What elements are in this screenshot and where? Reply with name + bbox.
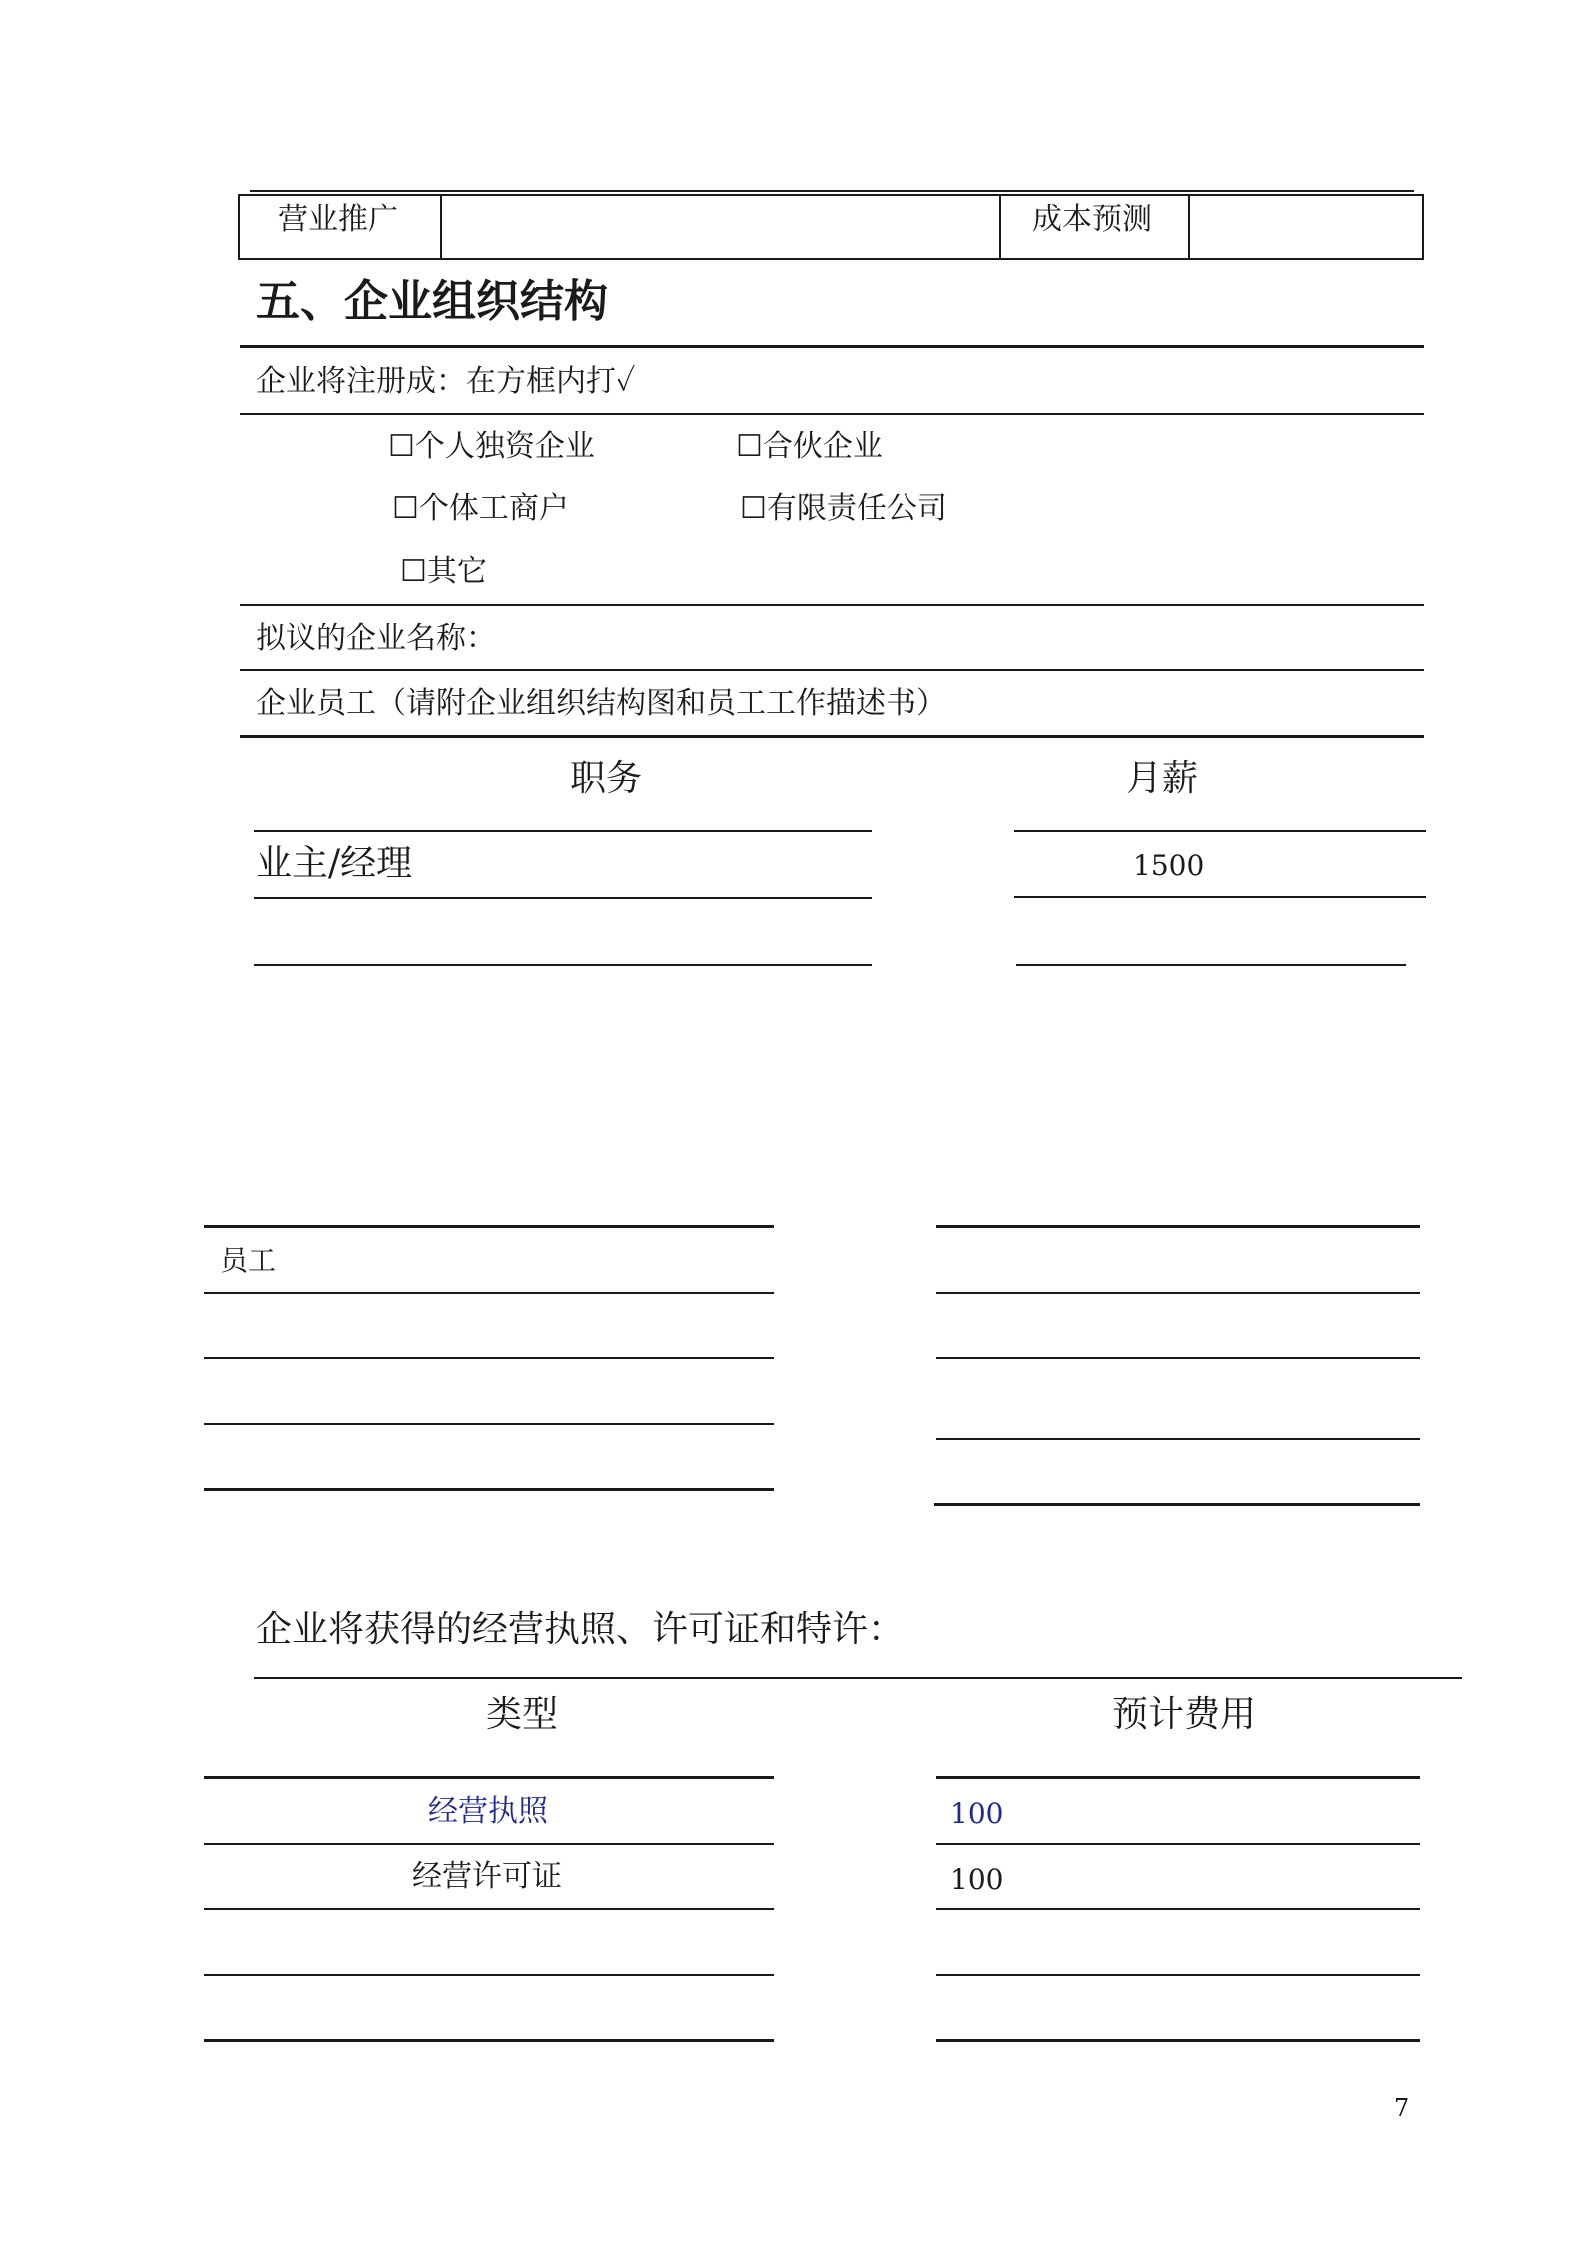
license-rule — [204, 1908, 774, 1910]
employee-label: 员工 — [220, 1244, 277, 1277]
license-rule — [936, 1776, 1420, 1779]
option-individual-business[interactable] — [392, 491, 569, 526]
employee-rule — [936, 1357, 1420, 1359]
option-label: 有限责任公司 — [766, 491, 947, 526]
top-table — [238, 194, 1424, 260]
checkbox-other[interactable]: ☐ — [400, 554, 427, 589]
license-rule — [936, 1908, 1420, 1910]
licenses-heading-rule — [254, 1677, 1462, 1679]
employee-rule — [204, 1357, 774, 1359]
col-cost-header: 预计费用 — [1112, 1694, 1257, 1735]
license-rule-bottom — [204, 2039, 774, 2042]
checkbox-partnership[interactable]: ☐ — [736, 429, 763, 464]
licenses-heading: 企业将获得的经营执照、许可证和特许： — [256, 1609, 905, 1650]
staff-label: 企业员工（请附企业组织结构图和员工工作描述书） — [256, 686, 946, 721]
staff-row-rule — [254, 897, 872, 899]
employee-rule-bottom — [934, 1503, 1420, 1506]
license-rule — [204, 1843, 774, 1845]
title-rule — [240, 345, 1424, 348]
top-table-divider-1 — [440, 194, 442, 260]
option-llc[interactable] — [740, 491, 947, 526]
license-rule — [936, 1974, 1420, 1976]
option-label: 个体工商户 — [418, 491, 569, 526]
options-rule — [240, 604, 1424, 606]
option-label: 个人独资企业 — [414, 429, 595, 464]
table-row-salary: 1500 — [1133, 849, 1205, 882]
license-rule-bottom — [936, 2039, 1420, 2042]
table-row-type: 经营许可证 — [412, 1859, 562, 1894]
employee-rule-bottom — [204, 1488, 774, 1491]
staff-row-rule — [254, 830, 872, 832]
table-row-type: 经营执照 — [428, 1794, 548, 1829]
license-rule — [204, 1974, 774, 1976]
employee-rule — [936, 1438, 1420, 1440]
register-rule — [240, 413, 1424, 415]
option-label: 合伙企业 — [762, 429, 883, 464]
proposed-name-rule — [240, 669, 1424, 671]
staff-row-rule — [1014, 830, 1426, 832]
promotion-label: 营业推广 — [278, 202, 398, 237]
section-title: 五、企业组织结构 — [256, 276, 608, 327]
checkbox-sole-proprietorship[interactable]: ☐ — [388, 429, 415, 464]
top-table-divider-2 — [999, 194, 1001, 260]
employee-rule-top — [204, 1225, 774, 1228]
table-row-cost: 100 — [950, 1863, 1004, 1896]
staff-row-rule — [1014, 896, 1426, 898]
staff-row-rule — [254, 964, 872, 966]
top-table-divider-3 — [1188, 194, 1190, 260]
col-type-header: 类型 — [486, 1694, 559, 1735]
top-rule — [250, 190, 1414, 192]
col-position-header: 职务 — [570, 758, 643, 799]
employee-rule — [204, 1423, 774, 1425]
option-partnership[interactable] — [736, 429, 883, 464]
cost-forecast-label: 成本预测 — [1032, 202, 1152, 237]
page-number: 7 — [1394, 2094, 1410, 2122]
option-sole-proprietorship[interactable] — [388, 429, 595, 464]
staff-rule — [240, 735, 1424, 738]
table-row-position: 业主/经理 — [256, 843, 413, 884]
staff-row-rule — [1016, 964, 1406, 966]
col-salary-header: 月薪 — [1126, 758, 1199, 799]
proposed-name-label: 拟议的企业名称： — [256, 621, 496, 656]
checkbox-llc[interactable]: ☐ — [740, 491, 767, 526]
license-rule — [204, 1776, 774, 1779]
employee-rule-top — [936, 1225, 1420, 1228]
checkbox-individual-business[interactable]: ☐ — [392, 491, 419, 526]
table-row-cost: 100 — [950, 1797, 1004, 1830]
license-rule — [936, 1843, 1420, 1845]
option-label: 其它 — [426, 554, 487, 589]
option-other[interactable] — [400, 554, 487, 589]
employee-rule — [204, 1292, 774, 1294]
register-prompt: 企业将注册成：在方框内打✓ — [256, 364, 636, 399]
employee-rule — [936, 1292, 1420, 1294]
